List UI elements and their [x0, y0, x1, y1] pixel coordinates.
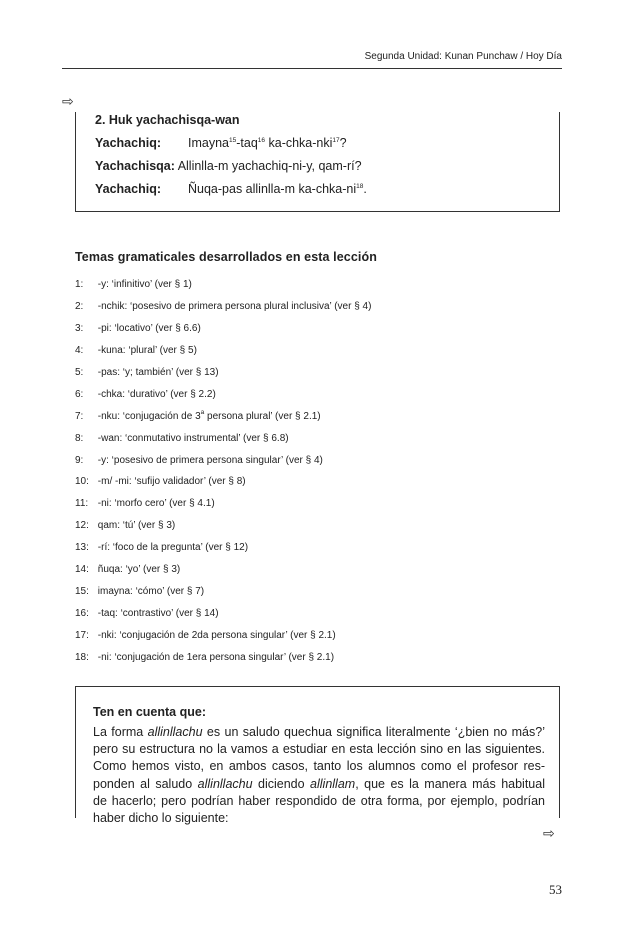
list-item: 16: -taq: ‘contrastivo’ (ver § 14): [75, 608, 219, 620]
list-item: 17: -nki: ‘conjugación de 2da persona singular’ (ver § 2.1): [75, 630, 336, 641]
dialog-utterance: Allinlla-m yachachiq-ni-y, qam-rí?: [174, 159, 362, 173]
dialog-speaker: Yachachiq:: [95, 136, 161, 150]
note-line: Como hemos visto, en ambos casos, tanto los alumnos como el profesor res-: [93, 759, 545, 774]
dialog-line-3: [95, 182, 367, 196]
list-item: 12: qam: ‘tú’ (ver § 3): [75, 520, 176, 532]
page-number: 53: [549, 882, 562, 897]
note-title: Ten en cuenta que:: [93, 705, 206, 719]
note-body: [93, 724, 545, 827]
dialog-speaker: Yachachiq:: [95, 182, 161, 196]
list-item: 13: -rí: ‘foco de la pregunta’ (ver § 12): [75, 542, 249, 554]
right-arrow-icon: ⇨: [62, 93, 74, 109]
list-item: 3: -pi: ‘locativo’ (ver § 6.6): [75, 322, 201, 334]
running-head: Segunda Unidad: Kunan Punchaw / Hoy Día: [364, 51, 562, 62]
dialog-utterance: Ñuqa-pas allinlla-m $ka-chka-ni^{18}$.: [188, 182, 367, 196]
section-title: Temas gramaticales desarrollados en esta lección: [75, 250, 377, 264]
list-item: 9: -y: ‘posesivo de primera persona singular’ (ver § 4): [75, 454, 323, 466]
note-line: haber dicho lo siguiente:: [93, 811, 229, 826]
dialog-utterance: Imayna$^{15}$-taq$^{16}$ ka-chka-nki$^{17}$?: [188, 136, 347, 150]
list-item: 2: -nchik: ‘posesivo de primera persona plural inclusiva’ (ver § 4): [75, 300, 372, 312]
grammar-list: [75, 274, 371, 669]
list-item: 6: -chka: ‘durativo’ (ver § 2.2): [75, 388, 216, 400]
dialog-title: 2. Huk yachachisqa-wan: [95, 113, 240, 127]
right-arrow-icon: ⇨: [543, 825, 555, 841]
list-item: 10: -m/ -mi: ‘sufijo validador’ (ver § 8): [75, 476, 246, 488]
list-item: 5: -pas: ‘y; también’ (ver § 13): [75, 366, 219, 378]
list-item: 11: -ni: ‘morfo cero’ (ver § 4.1): [75, 498, 215, 510]
dialog-line-2: [95, 159, 362, 173]
list-item: 8: -wan: ‘conmutativo instrumental’ (ver § 6.8): [75, 432, 289, 444]
note-line: ponden al saludo allinllachu diciendo allinllam, que es la manera más habitual: [93, 776, 545, 791]
dialog-line-1: [95, 136, 347, 150]
list-item: 7: -nku: ‘conjugación de 3$^a$ persona plural’ (ver § 2.1): [75, 408, 321, 422]
list-item: 14: ñuqa: ‘yo’ (ver § 3): [75, 564, 181, 576]
list-item: 15: imayna: ‘cómo’ (ver § 7): [75, 586, 205, 598]
header-rule: [62, 68, 562, 69]
note-line: La forma allinllachu es un saludo quechua significa literalmente ‘¿bien no más?’: [93, 725, 545, 739]
note-line: pero su estructura no la vamos a estudiar en esta lección sino en las siguientes.: [93, 742, 545, 757]
list-item: 4: -kuna: ‘plural’ (ver § 5): [75, 344, 197, 356]
list-item: 18: -ni: ‘conjugación de 1era persona singular’ (ver § 2.1): [75, 651, 335, 663]
dialog-speaker: Yachachisqa:: [95, 159, 175, 173]
list-item: 1: -y: ‘infinitivo’ (ver § 1): [75, 279, 192, 290]
note-line: de hacerlo; pero podrían haber respondido de otra forma, por ejemplo, podrían: [93, 793, 545, 808]
